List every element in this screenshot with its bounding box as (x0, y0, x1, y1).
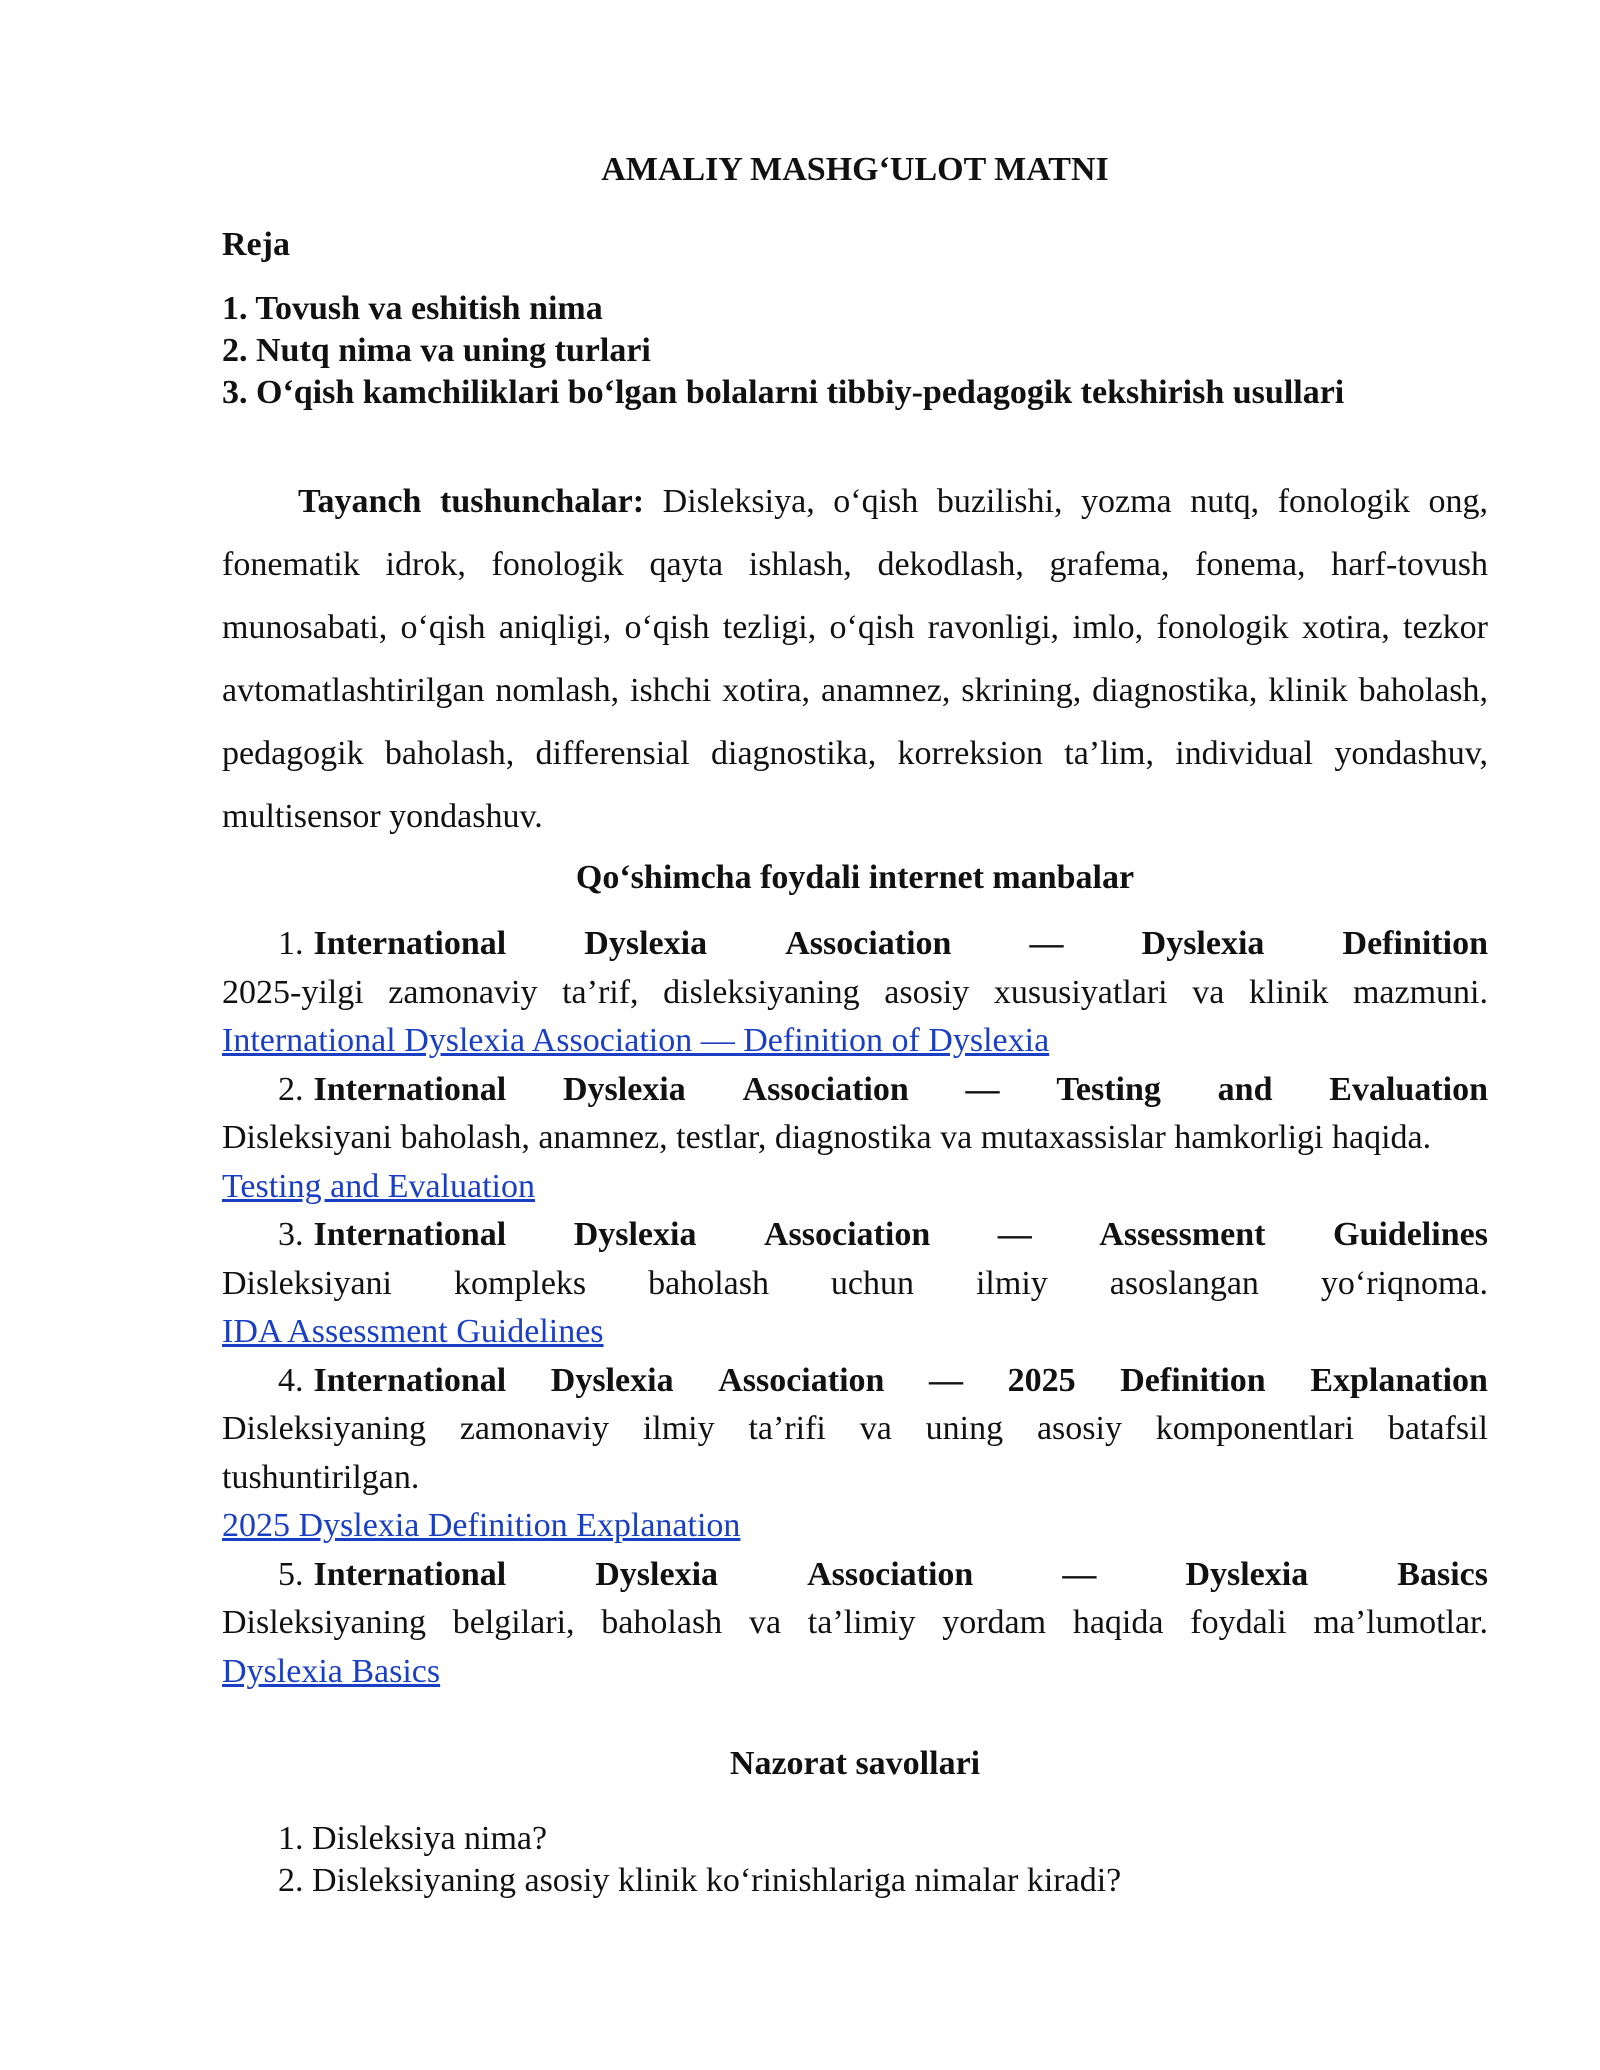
source-description: Disleksiyani baholash, anamnez, testlar, diagnostika va mutaxassislar hamkorligi haqida. (222, 1119, 1432, 1156)
source-title-word: Dyslexia (573, 1216, 697, 1253)
source-title-word: — (929, 1361, 964, 1399)
plan-list (222, 288, 1488, 414)
source-title-word: Association (742, 1070, 909, 1108)
plan-heading: Reja (222, 226, 290, 263)
source-title-word: Explanation (1310, 1361, 1488, 1399)
source-title-word: 2025 (1007, 1361, 1076, 1399)
source-title-word: Association (764, 1216, 931, 1253)
source-title-word: International (313, 1216, 507, 1253)
source-title (222, 1211, 1488, 1260)
plan-item: 1. Tovush va eshitish nima (222, 290, 603, 327)
source-title-word: Evaluation (1329, 1070, 1488, 1108)
source-title-word: Association (807, 1555, 974, 1593)
questions-list (222, 1818, 1488, 1902)
source-title-word: Definition (1120, 1361, 1266, 1399)
source-title-word: Testing (1056, 1070, 1161, 1108)
source-item (222, 1066, 1488, 1212)
source-title-word: — (1029, 925, 1064, 962)
source-title-word: Definition (1342, 925, 1488, 962)
source-title-word: Dyslexia (584, 925, 708, 962)
document-title: AMALIY MASHG‘ULOT MATNI (601, 151, 1109, 188)
source-number: 5. (278, 1555, 304, 1593)
source-title-word: International (313, 1555, 507, 1593)
source-link[interactable]: 2025 Dyslexia Definition Explanation (222, 1507, 741, 1544)
source-title-word: Dyslexia (1141, 925, 1265, 962)
source-title-word: Dyslexia (1185, 1555, 1309, 1593)
source-title-word: Dyslexia (562, 1070, 686, 1108)
questions-heading: Nazorat savollari (729, 1745, 981, 1782)
keywords-label: Tayanch tushunchalar: (298, 483, 645, 520)
source-title (222, 1066, 1488, 1115)
keywords-text: Disleksiya, o‘qish buzilishi, yozma nutq, fonologik ong, fonematik idrok, fonologik qayta ishlash, dekodlash, grafema, fonema, harf-tovush munosabati, o‘qish aniqligi, o‘qish tezligi, o‘qish ravonligi, imlo, fonologik xotira, tezkor avtomatlashtirilgan nomlash, ishchi xotira, anamnez, skrining, diagnostika, klinik baholash, pedagogik baholash, differensial diagnostika, korreksion ta’lim, individual yondashuv, multisensor yondashuv. (222, 483, 1489, 835)
source-title-word: Assessment (1099, 1216, 1266, 1253)
source-link[interactable]: IDA Assessment Guidelines (222, 1313, 604, 1350)
source-title-word: Dyslexia (550, 1361, 674, 1399)
source-title-word: International (313, 925, 507, 962)
source-link[interactable]: Testing and Evaluation (222, 1167, 535, 1205)
source-title-word: — (1062, 1555, 1097, 1593)
source-title-word: Dyslexia (595, 1555, 719, 1593)
source-title-word: and (1217, 1070, 1273, 1108)
source-link[interactable]: International Dyslexia Association — Definition of Dyslexia (222, 1022, 1050, 1059)
plan-item: 2. Nutq nima va uning turlari (222, 332, 651, 369)
source-number: 3. (278, 1216, 304, 1253)
source-description: 2025-yilgi zamonaviy ta’rif, disleksiyaning asosiy xususiyatlari va klinik mazmuni. (222, 973, 1488, 1011)
source-title-word: International (313, 1361, 507, 1399)
source-title-word: Association (785, 925, 952, 962)
plan-item: 3. O‘qish kamchiliklari bo‘lgan bolalarni tibbiy-pedagogik tekshirish usullari (222, 374, 1345, 411)
source-title-word: Basics (1397, 1555, 1488, 1593)
sources-heading: Qo‘shimcha foydali internet manbalar (575, 859, 1135, 896)
source-title-word: — (965, 1070, 1000, 1108)
source-description: Disleksiyani kompleks baholash uchun ilmiy asoslangan yo‘riqnoma. (222, 1264, 1488, 1302)
question-item: 1. Disleksiya nima? (278, 1820, 548, 1857)
sources-list (222, 920, 1488, 1696)
source-item (222, 1357, 1488, 1551)
source-description: Disleksiyaning belgilari, baholash va ta’limiy yordam haqida foydali ma’lumotlar. (222, 1604, 1488, 1641)
question-item: 2. Disleksiyaning asosiy klinik ko‘rinishlariga nimalar kiradi? (278, 1862, 1122, 1899)
source-title-word: — (997, 1216, 1032, 1253)
source-title (222, 920, 1488, 969)
source-item (222, 920, 1488, 1066)
source-title (222, 1551, 1488, 1600)
source-description: Disleksiyaning zamonaviy ilmiy ta’rifi va uning asosiy komponentlari batafsil tushuntirilgan. (222, 1410, 1488, 1496)
source-title-word: Guidelines (1333, 1216, 1488, 1253)
source-title-word: Association (718, 1361, 885, 1399)
source-item (222, 1211, 1488, 1357)
source-number: 1. (278, 925, 304, 962)
source-item (222, 1551, 1488, 1697)
source-link[interactable]: Dyslexia Basics (222, 1652, 441, 1690)
source-number: 2. (278, 1070, 304, 1108)
source-number: 4. (278, 1361, 304, 1399)
source-title (222, 1357, 1488, 1406)
keywords-paragraph (222, 470, 1488, 848)
source-title-word: International (313, 1070, 507, 1108)
